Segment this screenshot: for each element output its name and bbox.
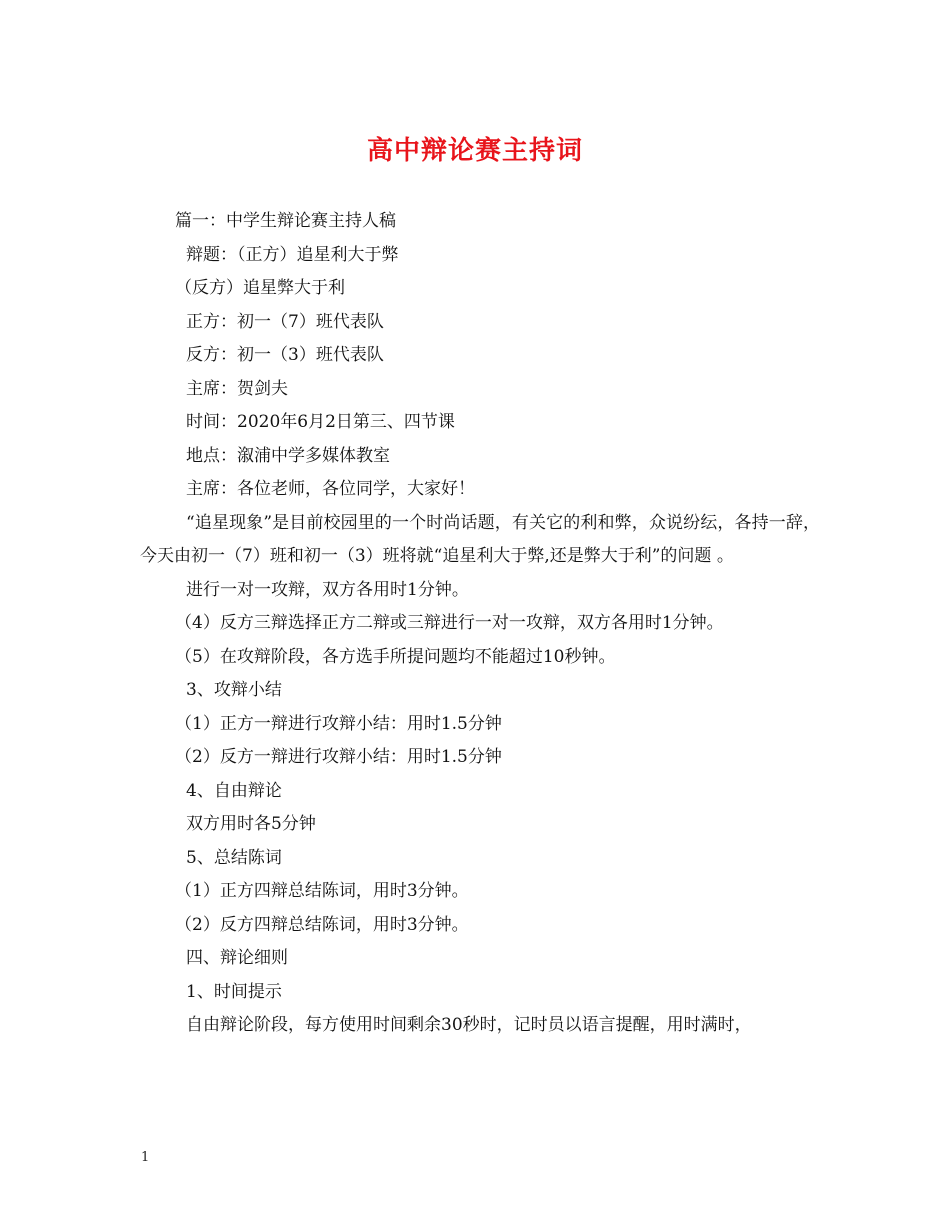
text-line: 篇一：中学生辩论赛主持人稿: [175, 211, 396, 231]
text-line: （反方）追星弊大于利: [175, 278, 345, 298]
text-line: 主席：贺剑夫: [186, 378, 288, 399]
text-line: （1）正方四辩总结陈词，用时3分钟。: [175, 881, 469, 901]
text-line: 5、总结陈词: [186, 847, 282, 868]
text-line: （2）反方四辩总结陈词，用时3分钟。: [175, 914, 469, 935]
text-line: 3、攻辩小结: [186, 680, 282, 700]
text-line: 时间：2020年6月2日第三、四节课: [186, 412, 455, 432]
text-line: 进行一对一攻辩，双方各用时1分钟。: [186, 579, 469, 600]
text-line: （4）反方三辩选择正方二辩或三辩进行一对一攻辩，双方各用时1分钟。: [175, 613, 724, 633]
text-line: 1、时间提示: [186, 981, 282, 1002]
text-line: 双方用时各5分钟: [186, 814, 316, 834]
text-line: 4、自由辩论: [186, 780, 282, 801]
document-title: 高中辩论赛主持词: [366, 136, 583, 166]
text-line: 四、辩论细则: [186, 948, 288, 968]
text-line: （5）在攻辩阶段，各方选手所提问题均不能超过10秒钟。: [175, 646, 616, 667]
text-line: 地点：溆浦中学多媒体教室: [186, 445, 390, 466]
text-line: 反方：初一（3）班代表队: [186, 345, 384, 365]
body-paragraph: “追星现象”是目前校园里的一个时尚话题，有关它的利和弊，众说纷纭，各持一辞，今天由初一（7）班和初一（3）班将就“追星利大于弊,还是弊大于利”的问题 。: [140, 512, 820, 566]
text-line: 自由辩论阶段，每方使用时间剩余30秒时，记时员以语言提醒，用时满时，: [186, 1015, 752, 1035]
text-line: 辩题：（正方）追星利大于弊: [186, 244, 399, 265]
text-line: （1）正方一辩进行攻辩小结：用时1.5分钟: [175, 713, 502, 734]
document-body: [140, 205, 820, 1043]
page-number: 1: [141, 1150, 150, 1165]
text-line: （2）反方一辩进行攻辩小结：用时1.5分钟: [175, 747, 502, 767]
text-line: 正方：初一（7）班代表队: [186, 311, 384, 332]
text-line: 主席：各位老师，各位同学，大家好！: [186, 479, 475, 499]
